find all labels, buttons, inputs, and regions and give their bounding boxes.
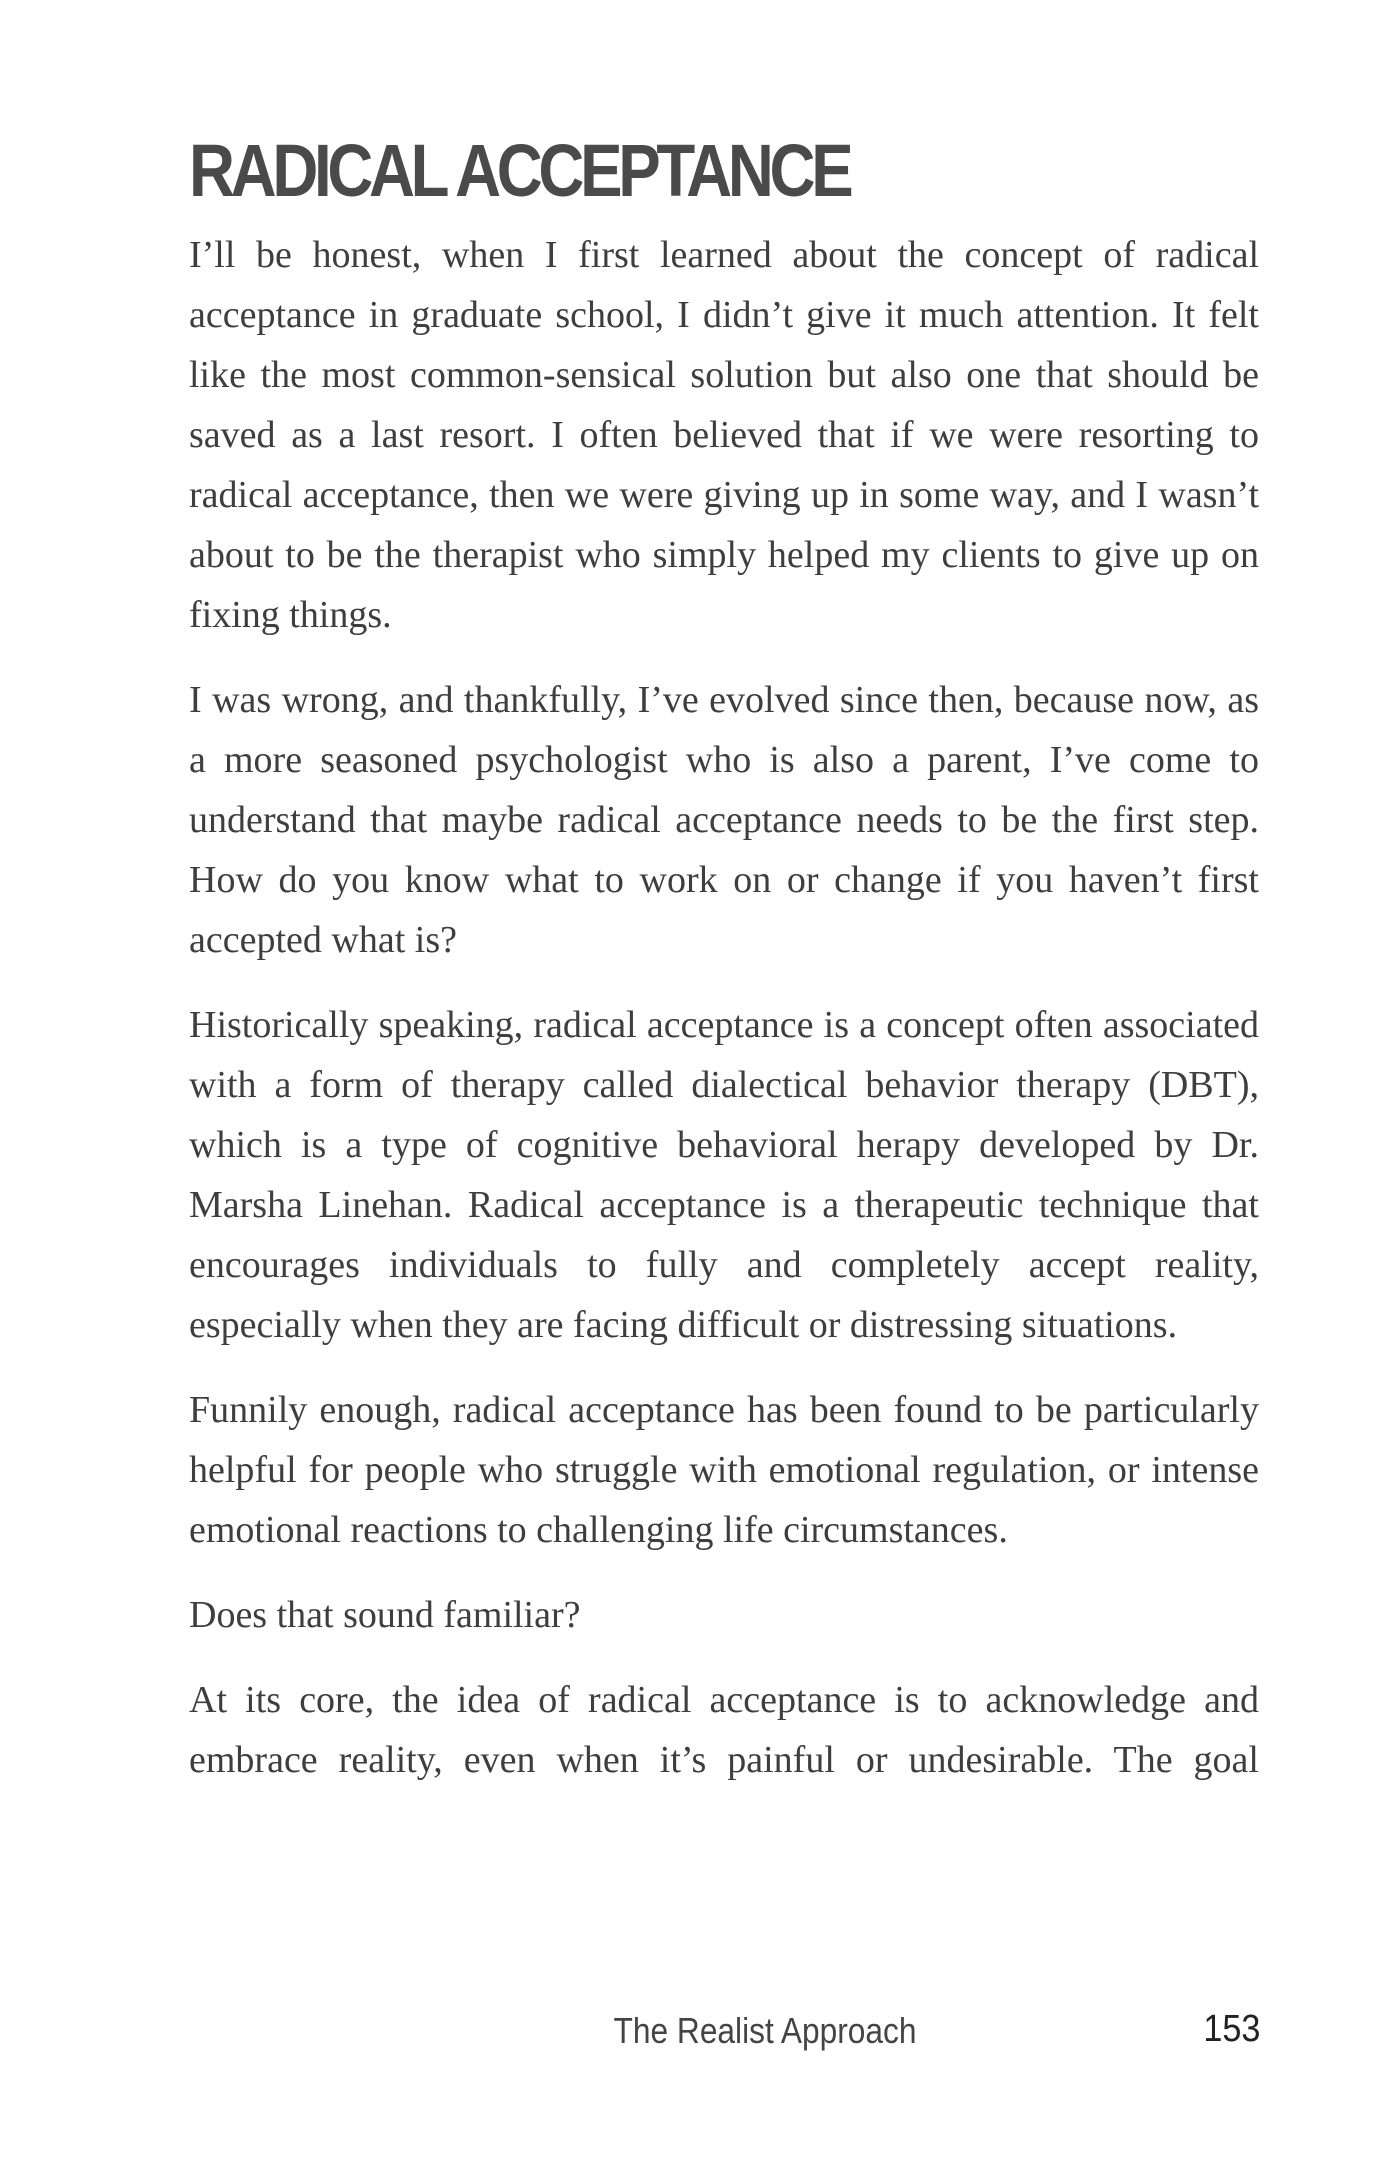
page-number: 153: [1202, 2008, 1260, 2050]
paragraph: At its core, the idea of radical acceptance is to acknowledge and embrace reality, even when it’s painful or undesirable. The goal: [189, 1679, 1259, 1781]
paragraph: Historically speaking, radical acceptance is a concept often associated with a form of therapy called dialectical behavior therapy (DBT), which is a type of cognitive behavioral herapy developed by Dr. Marsha Linehan. Radical acceptance is a therapeutic technique that encourages individuals to fully and completely accept reality, especially when they are facing difficult or distressing situations.: [189, 1004, 1259, 1346]
paragraph: I’ll be honest, when I first learned about the concept of radical acceptance in graduate school, I didn’t give it much attention. It felt like the most common-sensical solution but also one that should be saved as a last resort. I often believed that if we were resorting to radical acceptance, then we were giving up in some way, and I wasn’t about to be the therapist who simply helped my clients to give up on fixing things.: [189, 234, 1259, 636]
section-heading: RADICAL ACCEPTANCE: [189, 129, 850, 212]
paragraph: Does that sound familiar?: [189, 1594, 581, 1636]
paragraph: Funnily enough, radical acceptance has been found to be particularly helpful for people who struggle with emotional regulation, or intense emotional reactions to challenging life circumstances.: [189, 1389, 1259, 1551]
paragraph: I was wrong, and thankfully, I’ve evolved since then, because now, as a more seasoned psychologist who is also a parent, I’ve come to understand that maybe radical acceptance needs to be the first step. How do you know what to work on or change if you haven’t first accepted what is?: [189, 679, 1259, 961]
body-text: [189, 225, 1259, 1815]
running-footer-title: The Realist Approach: [613, 2010, 917, 2051]
